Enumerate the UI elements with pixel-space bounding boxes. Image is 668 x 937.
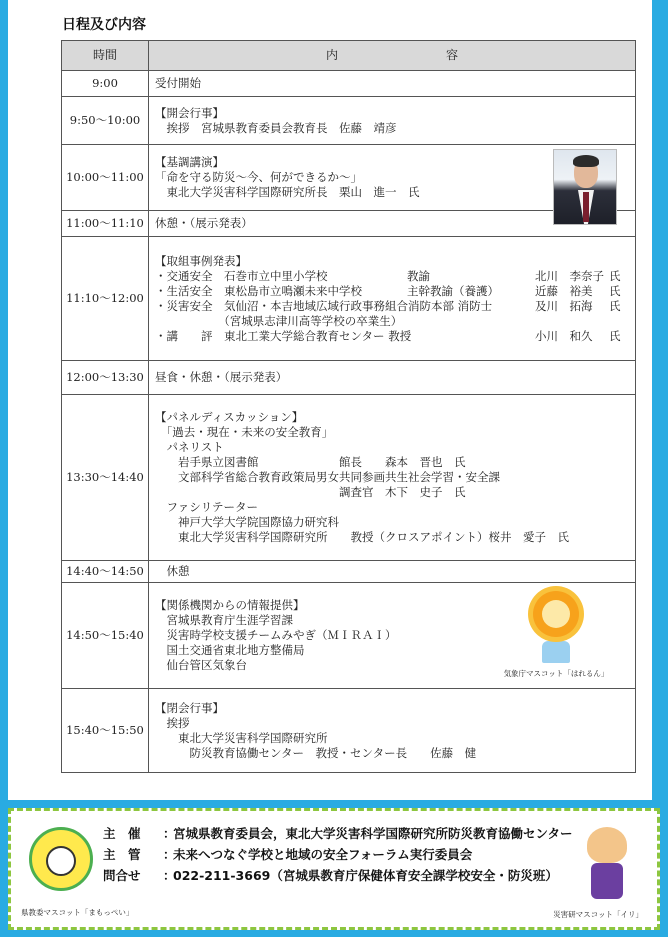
table-row	[62, 561, 636, 583]
content-line: 【関係機関からの情報提供】	[155, 598, 305, 612]
time-cell: 9:50～10:00	[62, 97, 149, 145]
content-line: 東北大学災害科学国際研究所	[155, 730, 328, 745]
content-cell	[149, 97, 636, 145]
content-line: 仙台管区気象台	[155, 658, 247, 672]
mascot-iri-image	[577, 823, 637, 903]
content-cell	[149, 689, 636, 773]
content-line: 受付開始	[155, 76, 201, 90]
organizer-info	[103, 823, 573, 886]
organizer-row-host: 主 催 ： 宮城県教育委員会，東北大学災害科学国際研究所防災教育協働センター	[103, 826, 573, 841]
presentation-entry: ・災害安全 気仙沼・本吉地域広域行政事務組合消防本部 消防士 及川 拓海 氏	[155, 298, 621, 313]
mascot-mamoppei-image	[29, 827, 93, 891]
time-cell: 11:00～11:10	[62, 211, 149, 237]
section-title: 日程及び内容	[62, 17, 146, 33]
mascot-hareru-caption: 気象庁マスコット「はれるん」	[503, 669, 609, 678]
content-cell	[149, 583, 636, 689]
organizer-row-manager: 主 管 ： 未来へつなぐ学校と地域の安全フォーラム実行委員会	[103, 847, 473, 862]
contact-phone: 022-211-3669（宮城県教育庁保健体育安全課学校安全・防災班）	[173, 868, 558, 883]
content-cell	[149, 237, 636, 361]
content-line: パネリスト	[155, 440, 224, 454]
table-row	[62, 97, 636, 145]
content-line: 災害時学校支援チームみやぎ（ＭＩＲＡＩ）	[155, 628, 397, 642]
content-cell	[149, 211, 636, 237]
content-line: ファシリテーター	[155, 500, 259, 514]
content-line: 【基調講演】	[155, 155, 224, 169]
content-line: 【パネルディスカッション】	[155, 410, 304, 424]
content-cell	[149, 561, 636, 583]
header-time: 時間	[62, 41, 149, 71]
content-line: 国土交通省東北地方整備局	[155, 643, 305, 657]
content-line: 東北大学災害科学国際研究所長 栗山 進一 氏	[155, 185, 420, 199]
table-row	[62, 145, 636, 211]
header-content: 内 容	[149, 41, 636, 71]
content-line: 【閉会行事】	[155, 700, 224, 715]
content-line: 宮城県教育庁生涯学習課	[155, 613, 293, 627]
content-line: 休憩・（展示発表）	[155, 216, 253, 230]
table-row	[62, 71, 636, 97]
time-cell: 14:50～15:40	[62, 583, 149, 689]
content-line: 東北大学災害科学国際研究所 教授（クロスアポイント）桜井 愛子 氏	[155, 530, 569, 544]
mascot-iri-caption: 災害研マスコット「イリ」	[553, 910, 643, 919]
content-cell	[149, 361, 636, 395]
table-row	[62, 211, 636, 237]
table-header-row	[62, 41, 636, 71]
table-row	[62, 689, 636, 773]
time-cell: 13:30～14:40	[62, 395, 149, 561]
content-line: 岩手県立図書館 館長 森本 晋也 氏	[155, 455, 466, 469]
schedule-table	[61, 40, 636, 773]
organizer-row-contact: 問合せ ： 022-211-3669（宮城県教育庁保健体育安全課学校安全・防災班）	[103, 865, 573, 886]
mascot-hareru-image	[501, 591, 611, 681]
organizer-footer	[8, 808, 660, 930]
content-cell	[149, 145, 636, 211]
time-cell: 9:00	[62, 71, 149, 97]
content-cell	[149, 395, 636, 561]
table-row	[62, 583, 636, 689]
time-cell: 15:40～15:50	[62, 689, 149, 773]
content-line: 文部科学省総合教育政策局男女共同参画共生社会学習・安全課	[155, 470, 500, 484]
presentation-entry: ・講 評 東北工業大学総合教育センター 教授 小川 和久 氏	[155, 328, 621, 343]
content-cell	[149, 71, 636, 97]
content-line: 休憩	[155, 564, 190, 578]
content-line: 挨拶 宮城県教育委員会教育長 佐藤 靖彦	[155, 120, 397, 135]
table-row	[62, 237, 636, 361]
content-line: 調査官 木下 史子 氏	[155, 485, 466, 499]
content-line: 【取組事例発表】	[155, 253, 247, 268]
table-row	[62, 395, 636, 561]
content-line: 「命を守る防災～今、何ができるか～」	[155, 170, 362, 184]
time-cell: 10:00～11:00	[62, 145, 149, 211]
time-cell: 11:10～12:00	[62, 237, 149, 361]
content-line: 【開会行事】	[155, 105, 224, 120]
presentation-entry: ・生活安全 東松島市立鳴瀬未来中学校 主幹教諭（養護） 近藤 裕美 氏	[155, 283, 621, 298]
content-line: 昼食・休憩・（展示発表）	[155, 370, 288, 384]
presentation-entry-note: （宮城県志津川高等学校の卒業生）	[155, 313, 403, 328]
content-line: 神戸大学大学院国際協力研究科	[155, 515, 339, 529]
presentation-entry: ・交通安全 石巻市立中里小学校 教諭 北川 李奈子 氏	[155, 268, 621, 283]
time-cell: 12:00～13:30	[62, 361, 149, 395]
mascot-mamoppei-caption: 県教委マスコット「まもっぺい」	[21, 908, 134, 917]
table-row	[62, 361, 636, 395]
content-line: 「過去・現在・未来の安全教育」	[155, 425, 334, 439]
time-cell: 14:40～14:50	[62, 561, 149, 583]
content-line: 防災教育協働センター 教授・センター長 佐藤 健	[155, 745, 477, 760]
content-line: 挨拶	[155, 715, 190, 730]
